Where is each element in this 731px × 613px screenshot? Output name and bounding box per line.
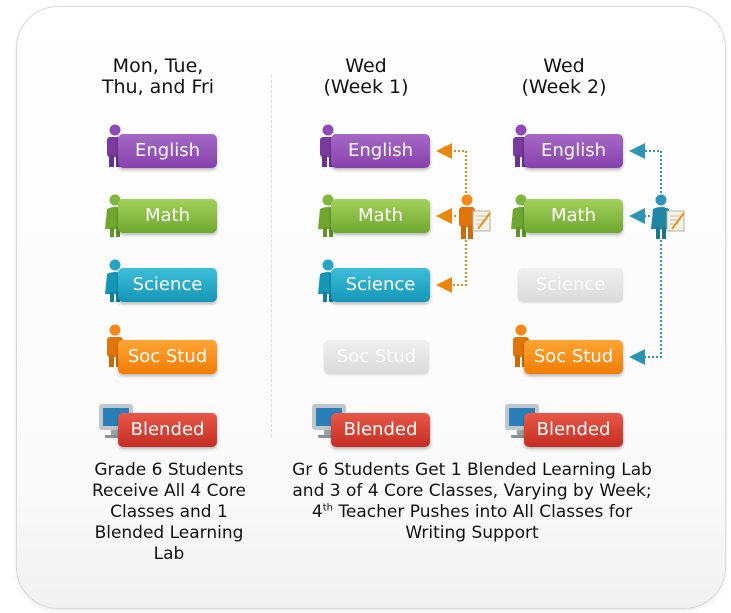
week1-arrows (440, 151, 466, 285)
class-english: English (118, 134, 217, 168)
class-soc-stud: Soc Stud (524, 340, 623, 374)
class-english: English (524, 134, 623, 168)
column-heading-wed-week2: Wed (Week 2) (521, 55, 607, 98)
footer-wednesday (292, 460, 652, 544)
class-science-inactive: Science (518, 268, 623, 302)
class-english: English (331, 134, 430, 168)
class-science: Science (331, 268, 430, 302)
class-science: Science (118, 268, 217, 302)
footer-wednesday-sup: th (322, 502, 333, 514)
class-blended: Blended (331, 413, 430, 447)
column-heading-regular: Mon, Tue, Thu, and Fri (101, 55, 215, 98)
class-math: Math (331, 199, 430, 233)
class-math: Math (118, 199, 217, 233)
week2-arrows (633, 151, 661, 357)
class-blended: Blended (524, 413, 623, 447)
column-heading-wed-week1: Wed (Week 1) (323, 55, 409, 98)
class-blended: Blended (118, 413, 217, 447)
class-soc-stud: Soc Stud (118, 340, 217, 374)
footer-regular-days: Grade 6 Students Receive All 4 Core Classes and 1 Blended Learning Lab (91, 460, 246, 564)
class-math: Math (524, 199, 623, 233)
footer-wednesday-text-1: Gr 6 Students Get 1 Blended Learning Lab and 3 of 4 Core Classes, Varying by Week; 4 (292, 460, 652, 522)
footer-wednesday-text-2: Teacher Pushes into All Classes for Writing Support (333, 502, 633, 543)
class-soc-stud-inactive: Soc Stud (324, 340, 429, 374)
